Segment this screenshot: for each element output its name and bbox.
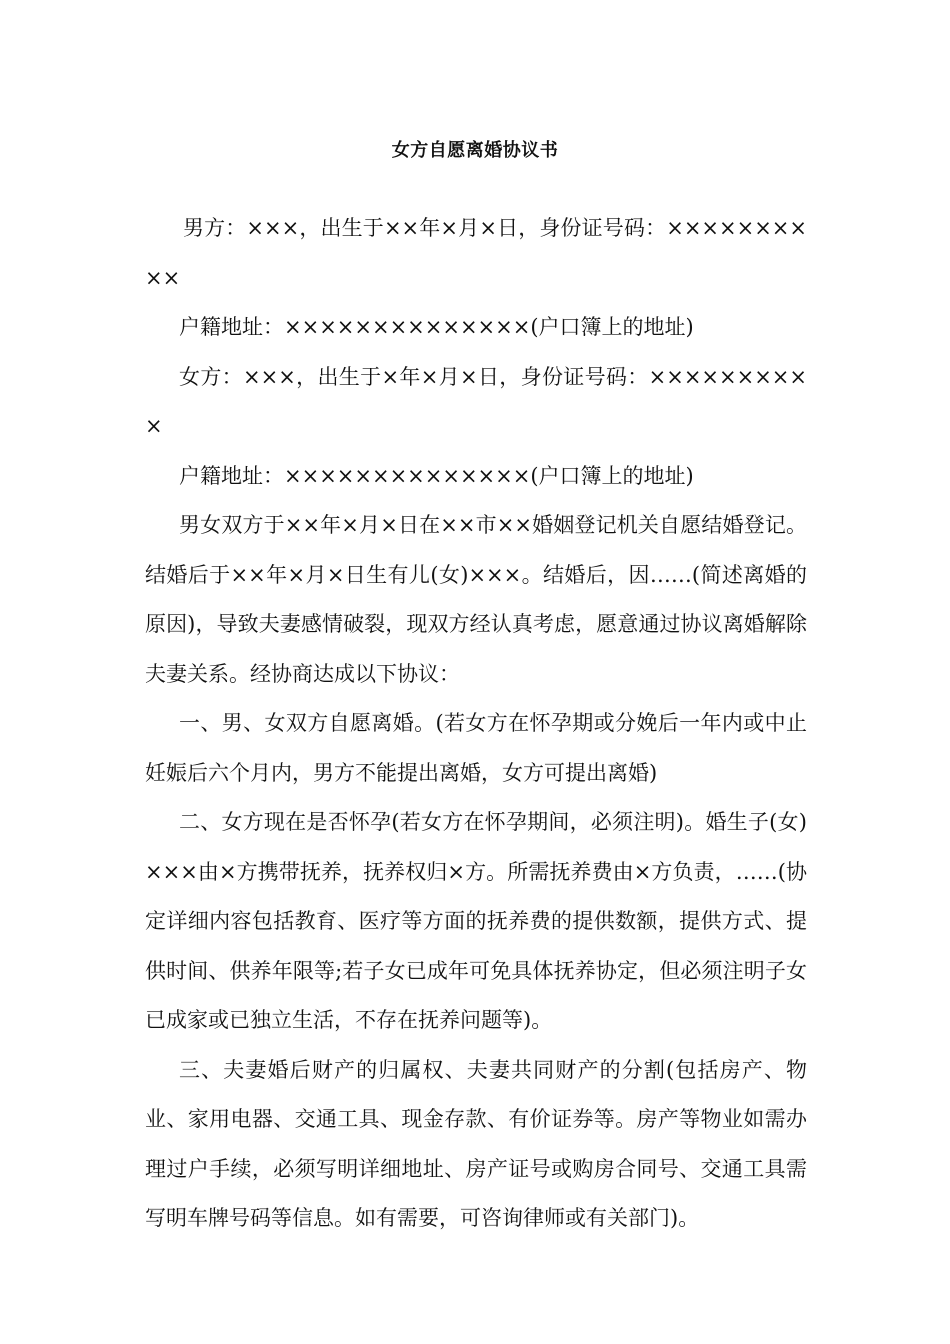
wife-info-paragraph: 女方：×××，出生于×年×月×日，身份证号码：××××××××××	[145, 364, 807, 438]
marriage-background-paragraph: 男女双方于××年×月×日在××市××婚姻登记机关自愿结婚登记。结婚后于××年×月×日生有儿(女)×××。结婚后，因……(简述离婚的原因)，导致夫妻感情破裂，现双方经认真考虑，愿意通过协议离婚解除夫妻关系。经协商达成以下协议：	[145, 513, 807, 686]
document-body	[145, 204, 807, 1244]
clause-3-paragraph: 三、夫妻婚后财产的归属权、夫妻共同财产的分割(包括房产、物业、家用电器、交通工具、现金存款、有价证券等。房产等物业如需办理过户手续，必须写明详细地址、房产证号或购房合同号、交通工具需写明车牌号码等信息。如有需要，可咨询律师或有关部门)。	[145, 1057, 807, 1230]
clause-1-paragraph: 一、男、女双方自愿离婚。(若女方在怀孕期或分娩后一年内或中止妊娠后六个月内，男方不能提出离婚，女方可提出离婚)	[145, 711, 807, 785]
husband-address-paragraph: 户籍地址：××××××××××××××(户口簿上的地址)	[179, 315, 694, 339]
wife-address-paragraph: 户籍地址：××××××××××××××(户口簿上的地址)	[179, 463, 694, 488]
husband-info-paragraph: 男方：×××，出生于××年×月×日，身份证号码：××××××××××	[145, 216, 807, 290]
clause-2-paragraph: 二、女方现在是否怀孕(若女方在怀孕期间，必须注明)。婚生子(女)×××由×方携带抚养，抚养权归×方。所需抚养费由×方负责，……(协定详细内容包括教育、医疗等方面的抚养费的提供数额，提供方式、提供时间、供养年限等;若子女已成年可免具体抚养协定，但必须注明子女已成家或已独立生活，不存在抚养问题等)。	[145, 810, 807, 1032]
document-title: 女方自愿离婚协议书	[391, 140, 559, 161]
